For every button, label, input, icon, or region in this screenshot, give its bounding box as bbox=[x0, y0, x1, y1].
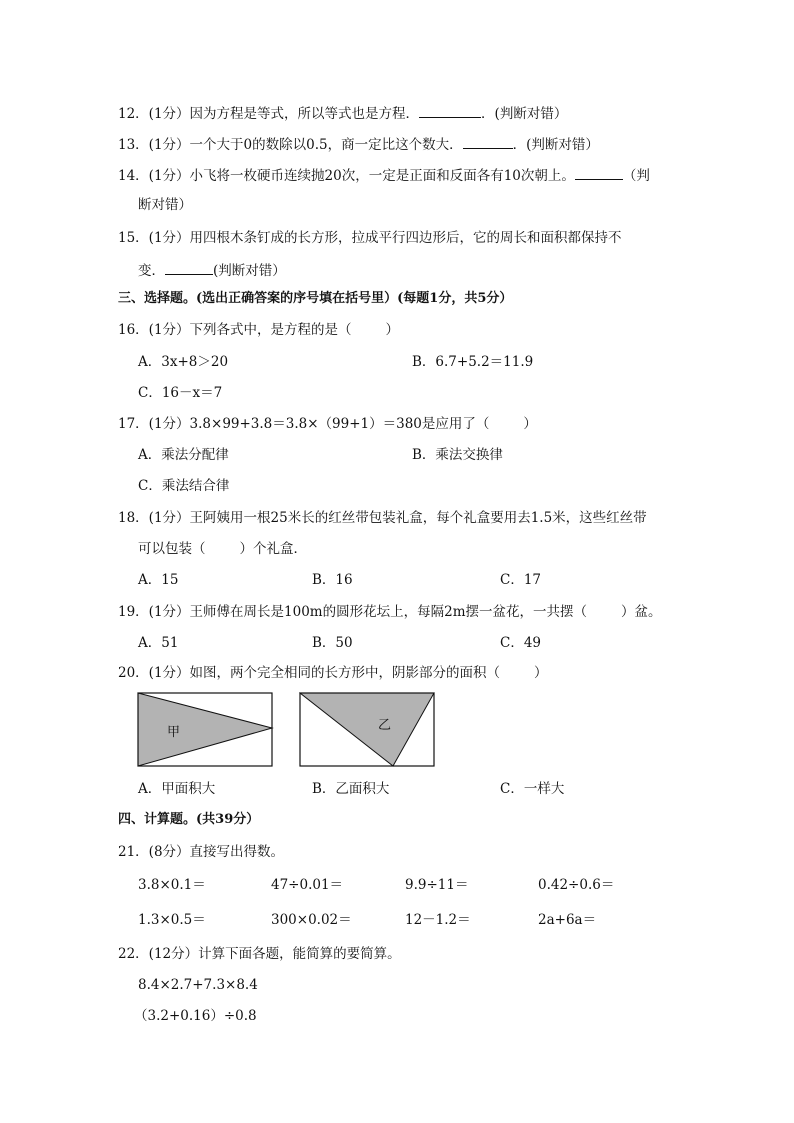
calc-item: 0.42÷0.6＝ bbox=[538, 877, 615, 893]
label-jia: 甲 bbox=[167, 725, 181, 740]
question-16 bbox=[118, 321, 399, 339]
question-18-line1: 18．(1分）王阿姨用一根25米长的红丝带包装礼盒，每个礼盒要用去1.5米，这些红丝带 bbox=[118, 510, 647, 526]
calc-item: 1.3×0.5＝ bbox=[138, 912, 206, 928]
question-18-option-a: A．15 bbox=[138, 572, 179, 588]
question-12 bbox=[118, 103, 567, 123]
calc-item: 2a+6a＝ bbox=[538, 912, 597, 928]
expression-item: （3.2+0.16）÷0.8 bbox=[134, 1008, 257, 1024]
question-18-option-c: C．17 bbox=[500, 572, 542, 588]
question-19-option-a: A．51 bbox=[138, 635, 179, 651]
question-19-close: ）盆。 bbox=[621, 604, 662, 620]
question-20-option-c: C．一样大 bbox=[500, 781, 565, 797]
question-12-text: 12．(1分）因为方程是等式，所以等式也是方程． bbox=[118, 106, 420, 122]
question-16-text: 16．(1分）下列各式中，是方程的是（ bbox=[118, 322, 352, 338]
shaded-triangle-yi bbox=[300, 693, 434, 766]
question-19-option-c: C．49 bbox=[500, 635, 542, 651]
question-13 bbox=[118, 134, 599, 154]
expression-item: 8.4×2.7+7.3×8.4 bbox=[138, 977, 258, 993]
question-14-line1 bbox=[118, 165, 650, 185]
answer-blank-15[interactable] bbox=[165, 260, 213, 275]
question-12-tail: ．(判断对错） bbox=[481, 106, 568, 122]
question-15-line2 bbox=[138, 260, 286, 280]
question-20-option-a: A．甲面积大 bbox=[138, 781, 216, 797]
question-16-option-a: A．3x+8＞20 bbox=[138, 354, 229, 370]
question-15-head: 变． bbox=[138, 263, 165, 279]
question-20 bbox=[118, 664, 548, 682]
question-15-tail: (判断对错） bbox=[213, 263, 286, 279]
question-21: 21．(8分）直接写出得数。 bbox=[118, 844, 285, 860]
figure-rectangle-yi bbox=[299, 692, 437, 768]
shaded-triangle-jia bbox=[138, 693, 272, 766]
question-20-close: ） bbox=[534, 665, 548, 681]
question-17-close: ） bbox=[523, 416, 537, 432]
figure-rectangle-jia bbox=[137, 692, 274, 768]
section-3-heading: 三、选择题。(选出正确答案的序号填在括号里）(每题1分，共5分） bbox=[118, 291, 513, 306]
question-16-option-b: B．6.7+5.2＝11.9 bbox=[412, 354, 534, 370]
answer-blank-14[interactable] bbox=[575, 165, 623, 180]
question-18-option-b: B．16 bbox=[312, 572, 353, 588]
calc-item: 300×0.02＝ bbox=[271, 912, 352, 928]
calc-item: 9.9÷11＝ bbox=[405, 877, 469, 893]
question-20-text: 20．(1分）如图，两个完全相同的长方形中，阴影部分的面积（ bbox=[118, 665, 501, 681]
calc-item: 12－1.2＝ bbox=[405, 912, 471, 928]
question-19 bbox=[118, 603, 662, 621]
question-15-line1: 15．(1分）用四根木条钉成的长方形，拉成平行四边形后，它的周长和面积都保持不 bbox=[118, 230, 622, 246]
question-16-option-c: C．16－x＝7 bbox=[138, 385, 223, 401]
question-22: 22．(12分）计算下面各题，能简算的要简算。 bbox=[118, 946, 401, 962]
question-16-close: ） bbox=[385, 322, 400, 338]
question-13-tail: ．(判断对错） bbox=[512, 137, 599, 153]
question-18-line2 bbox=[138, 540, 307, 558]
question-14-tail: （判 bbox=[622, 168, 650, 184]
label-yi: 乙 bbox=[378, 718, 392, 733]
question-17-option-c: C．乘法结合律 bbox=[138, 478, 230, 494]
question-20-option-b: B．乙面积大 bbox=[312, 781, 390, 797]
question-17-option-b: B．乘法交换律 bbox=[412, 447, 503, 463]
calc-item: 3.8×0.1＝ bbox=[138, 877, 206, 893]
question-19-text: 19．(1分）王师傅在周长是100m的圆形花坛上，每隔2m摆一盆花，一共摆（ bbox=[118, 604, 587, 620]
question-14-line2: 断对错） bbox=[138, 197, 192, 213]
answer-blank-13[interactable] bbox=[463, 134, 513, 149]
question-19-option-b: B．50 bbox=[312, 635, 353, 651]
calc-item: 47÷0.01＝ bbox=[271, 877, 344, 893]
question-17 bbox=[118, 415, 537, 433]
question-13-text: 13．(1分）一个大于0的数除以0.5，商一定比这个数大． bbox=[118, 137, 463, 153]
section-4-heading: 四、计算题。(共39分） bbox=[118, 812, 260, 827]
question-18-head: 可以包装（ bbox=[138, 541, 206, 557]
question-17-text: 17．(1分）3.8×99+3.8＝3.8×（99+1）＝380是应用了（ bbox=[118, 416, 490, 432]
question-17-option-a: A．乘法分配律 bbox=[138, 447, 229, 463]
question-14-text: 14．(1分）小飞将一枚硬币连续抛20次，一定是正面和反面各有10次朝上。 bbox=[118, 168, 575, 184]
answer-blank-12[interactable] bbox=[419, 103, 481, 118]
question-18-tail: ）个礼盒． bbox=[239, 541, 307, 557]
